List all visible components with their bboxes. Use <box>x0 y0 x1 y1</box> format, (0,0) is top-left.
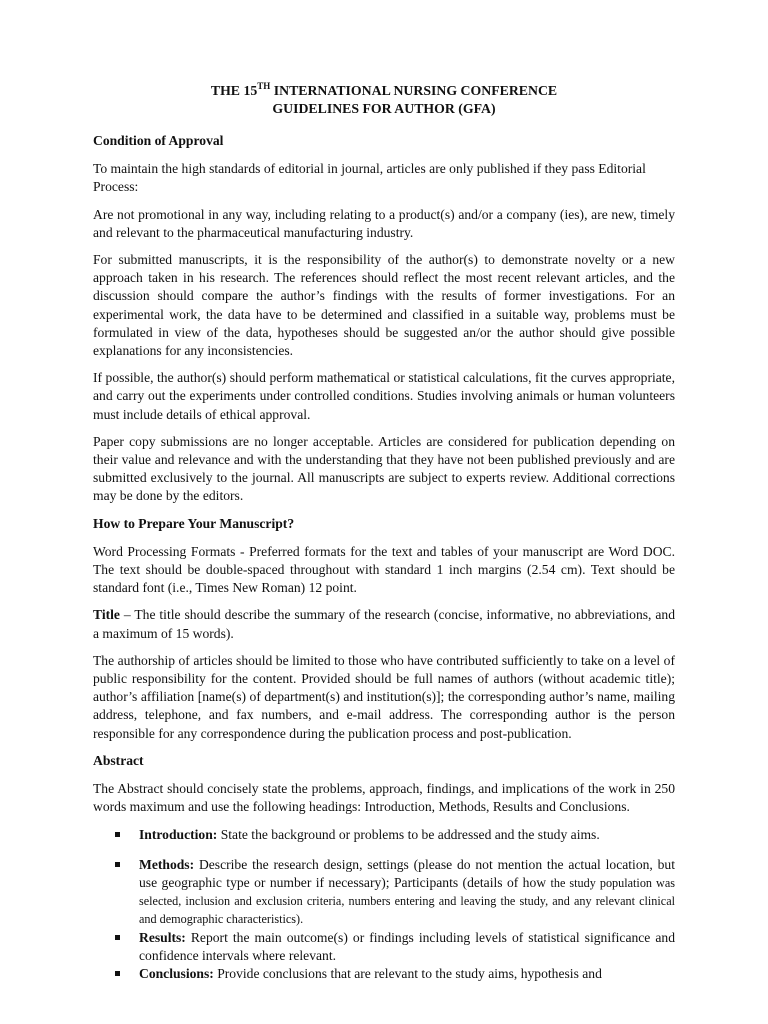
abstract-headings-list <box>93 826 675 984</box>
formats-paragraph: Word Processing Formats - Preferred formats for the text and tables of your manuscript are Word DOC. The text should be double-spaced throughout with standard 1 inch margins (2.54 cm). Text should be standard font (i.e., Times New Roman) 12 point. <box>93 543 675 596</box>
list-item: Methods: Describe the research design, settings (please do not mention the actual location, but use geographic type or number if necessary); Participants (details of how the study population was selected, inclusion and exclusion criteria, numbers entering and leaving the study, and any relevant clinical and demographic characteristics). <box>93 856 675 929</box>
list-item: Conclusions: Provide conclusions that are relevant to the study aims, hypothesis and <box>93 965 675 983</box>
abstract-intro: The Abstract should concisely state the problems, approach, findings, and implications of the work in 250 words maximum and use the following headings: Introduction, Methods, Results and Conclusions. <box>93 781 675 815</box>
title-line-1: THE 15TH INTERNATIONAL NURSING CONFERENCE <box>210 81 558 98</box>
title-line-2: GUIDELINES FOR AUTHOR (GFA) <box>272 101 496 116</box>
title-label: Title <box>93 607 120 623</box>
condition-paragraph: To maintain the high standards of editorial in journal, articles are only published if they pass Editorial Process: <box>93 161 646 195</box>
condition-paragraph: Are not promotional in any way, including relating to a product(s) and/or a company (ies), are new, timely and relevant to the pharmaceutical manufacturing industry. <box>93 206 675 240</box>
authorship-paragraph: The authorship of articles should be limited to those who have contributed sufficiently to take on a level of public responsibility for the content. Provided should be full names of authors (without academic title); author’s affiliation [name(s) of department(s) and institution(s)]; the corresponding author’s name, mailing address, telephone, and fax numbers, and e-mail address. The corresponding author is the person responsible for any correspondence during the publication process and post-publication. <box>93 652 675 741</box>
list-item: Introduction: State the background or problems to be addressed and the study aims. <box>93 826 675 844</box>
abstract-heading: Abstract <box>93 752 144 768</box>
bullet-square-icon <box>115 832 120 837</box>
prepare-heading: How to Prepare Your Manuscript? <box>93 515 295 531</box>
bullet-square-icon <box>115 862 120 867</box>
title-paragraph: Title – The title should describe the summary of the research (concise, informative, no abbreviations, and a maximum of 15 words). <box>93 607 675 641</box>
document-body <box>93 82 675 983</box>
condition-paragraph: If possible, the author(s) should perform mathematical or statistical calculations, fit the curves appropriate, and carry out the experiments under controlled conditions. Studies involving animals or human volunteers must include details of ethical approval. <box>93 370 675 422</box>
bullet-square-icon <box>115 971 120 976</box>
list-item: Results: Report the main outcome(s) or findings including levels of statistical significance and confidence intervals where relevant. <box>93 929 675 965</box>
bullet-square-icon <box>115 935 120 940</box>
document-title <box>93 82 675 118</box>
condition-paragraph: For submitted manuscripts, it is the responsibility of the author(s) to demonstrate novelty or a new approach taken in his research. The references should reflect the most recent relevant articles, and the discussion should compare the author’s findings with the results of former investigations. For an experimental work, the data have to be determined and classified in a suitable way, problems must be formulated in view of the data, hypotheses should be suggested an/or the author should give possible explanations for any inconsistencies. <box>93 252 675 359</box>
condition-paragraph: Paper copy submissions are no longer acceptable. Articles are considered for publication depending on their value and relevance and with the understanding that they have not been published previously and are submitted exclusively to the journal. All manuscripts are subject to experts review. Additional corrections may be done by the editors. <box>93 433 675 504</box>
condition-heading: Condition of Approval <box>93 133 224 148</box>
